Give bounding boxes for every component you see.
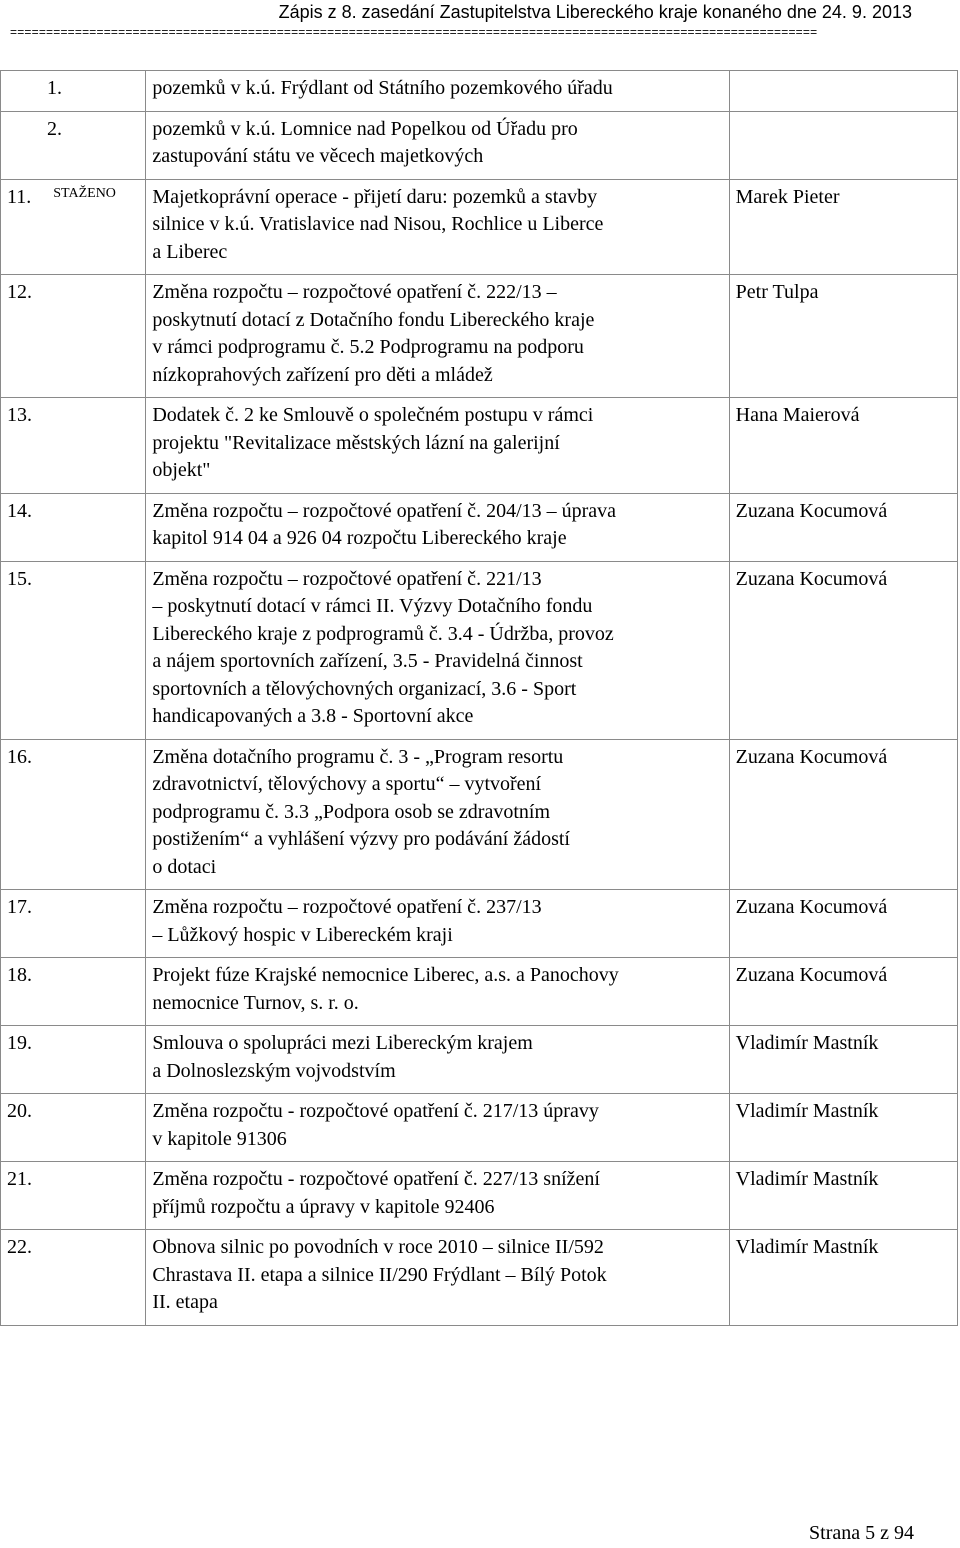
agenda-item-title — [146, 398, 729, 494]
agenda-item-title-line: Změna dotačního programu č. 3 - „Program resortu — [152, 745, 564, 768]
agenda-item-number: 2. — [47, 117, 62, 140]
agenda-item-title-line: Změna rozpočtu – rozpočtové opatření č. 222/13 – — [152, 281, 557, 303]
agenda-item-title-line: Změna rozpočtu - rozpočtové opatření č. 217/13 úpravy — [152, 1100, 599, 1122]
agenda-item-number: 20. — [7, 1100, 32, 1122]
agenda-item-presenter: Marek Pieter — [729, 179, 957, 275]
agenda-row — [1, 890, 958, 958]
agenda-item-title-line: kapitol 914 04 a 926 04 rozpočtu Libereckého kraje — [152, 527, 567, 549]
agenda-item-title-line: Chrastava II. etapa a silnice II/290 Frýdlant – Bílý Potok — [152, 1263, 607, 1286]
agenda-item-title-line: v kapitole 91306 — [152, 1127, 287, 1150]
agenda-item-title — [146, 1094, 729, 1162]
agenda-item-title — [146, 111, 729, 179]
agenda-item-number: 14. — [7, 499, 32, 522]
agenda-item-number: 11. — [7, 185, 32, 208]
agenda-item-presenter: Vladimír Mastník — [729, 1094, 957, 1162]
agenda-item-number-cell — [1, 890, 146, 958]
agenda-item-presenter: Hana Maierová — [729, 398, 957, 494]
agenda-item-presenter: Petr Tulpa — [729, 275, 957, 398]
agenda-item-title — [146, 71, 729, 112]
agenda-item-number: 21. — [7, 1168, 32, 1190]
agenda-item-title-line: pozemků v k.ú. Lomnice nad Popelkou od Úřadu pro — [152, 117, 578, 140]
agenda-item-presenter: Zuzana Kocumová — [729, 958, 957, 1026]
agenda-item-number: 17. — [7, 896, 32, 918]
agenda-item-title-line: poskytnutí dotací z Dotačního fondu Libereckého kraje — [152, 308, 595, 331]
header-separator: ================================================================================================================ — [10, 25, 818, 39]
agenda-item-title-line: Majetkoprávní operace - přijetí daru: pozemků a stavby — [152, 185, 598, 208]
agenda-item-title-line: a nájem sportovních zařízení, 3.5 - Pravidelná činnost — [152, 650, 583, 672]
agenda-item-title-line: nemocnice Turnov, s. r. o. — [152, 991, 359, 1014]
agenda-table-body — [1, 71, 958, 1326]
agenda-item-number: 12. — [7, 281, 32, 303]
agenda-item-presenter — [729, 71, 957, 112]
agenda-row — [1, 71, 958, 112]
agenda-item-number: 15. — [7, 567, 32, 590]
agenda-item-number: 16. — [7, 745, 32, 768]
agenda-item-title-line: Změna rozpočtu - rozpočtové opatření č. 227/13 snížení — [152, 1168, 600, 1190]
agenda-item-presenter: Vladimír Mastník — [729, 1162, 957, 1230]
agenda-item-title — [146, 275, 729, 398]
agenda-item-title-line: pozemků v k.ú. Frýdlant od Státního pozemkového úřadu — [152, 77, 613, 99]
agenda-item-number-cell — [1, 1162, 146, 1230]
agenda-row — [1, 179, 958, 275]
agenda-item-title — [146, 958, 729, 1026]
agenda-item-title-line: Změna rozpočtu – rozpočtové opatření č. 204/13 – úprava — [152, 499, 617, 522]
agenda-item-title — [146, 179, 729, 275]
agenda-item-number-cell — [1, 493, 146, 561]
agenda-item-title-line: – poskytnutí dotací v rámci II. Výzvy Dotačního fondu — [152, 595, 593, 617]
agenda-row — [1, 493, 958, 561]
agenda-item-title-line: zdravotnictví, tělovýchovy a sportu“ – vytvoření — [152, 773, 542, 795]
agenda-item-number-cell — [1, 1230, 146, 1326]
page-header-title: Zápis z 8. zasedání Zastupitelstva Libereckého kraje konaného dne 24. 9. 2013 — [278, 2, 912, 22]
agenda-item-presenter: Vladimír Mastník — [729, 1230, 957, 1326]
agenda-item-title-line: Dodatek č. 2 ke Smlouvě o společném postupu v rámci — [152, 404, 594, 426]
agenda-item-title-line: o dotaci — [152, 855, 217, 878]
agenda-row — [1, 1094, 958, 1162]
agenda-item-title-line: a Dolnoslezským vojvodstvím — [152, 1059, 396, 1082]
agenda-item-presenter: Vladimír Mastník — [729, 1026, 957, 1094]
agenda-item-title-line: Změna rozpočtu – rozpočtové opatření č. 221/13 — [152, 567, 542, 590]
agenda-item-title-line: Libereckého kraje z podprogramů č. 3.4 - Údržba, provoz — [152, 622, 614, 645]
agenda-row — [1, 398, 958, 494]
agenda-item-presenter: Zuzana Kocumová — [729, 561, 957, 739]
agenda-item-title — [146, 561, 729, 739]
agenda-item-title-line: Obnova silnic po povodních v roce 2010 – silnice II/592 — [152, 1236, 604, 1258]
agenda-row — [1, 1230, 958, 1326]
agenda-item-title — [146, 493, 729, 561]
agenda-item-presenter — [729, 111, 957, 179]
agenda-item-title-line: postižením“ a vyhlášení výzvy pro podávání žádostí — [152, 828, 570, 850]
agenda-table — [0, 70, 958, 1326]
agenda-item-number-cell — [1, 958, 146, 1026]
agenda-item-number-cell — [1, 71, 146, 112]
agenda-item-number-cell — [1, 561, 146, 739]
agenda-item-title-line: Změna rozpočtu – rozpočtové opatření č. 237/13 — [152, 896, 542, 918]
agenda-row — [1, 1026, 958, 1094]
agenda-item-title-line: sportovních a tělovýchovných organizací, 3.6 - Sport — [152, 677, 577, 700]
agenda-item-number-cell — [1, 1026, 146, 1094]
agenda-item-title — [146, 1026, 729, 1094]
agenda-item-number-cell — [1, 739, 146, 890]
agenda-item-number: 19. — [7, 1032, 32, 1054]
withdrawn-badge: STAŽENO — [53, 185, 116, 201]
agenda-item-number-cell — [1, 398, 146, 494]
agenda-item-presenter: Zuzana Kocumová — [729, 739, 957, 890]
agenda-item-title — [146, 890, 729, 958]
agenda-item-title-line: II. etapa — [152, 1291, 218, 1313]
agenda-item-title-line: příjmů rozpočtu a úpravy v kapitole 92406 — [152, 1195, 495, 1218]
agenda-item-title-line: Smlouva o spolupráci mezi Libereckým krajem — [152, 1032, 533, 1054]
agenda-row — [1, 561, 958, 739]
agenda-item-number: 13. — [7, 404, 32, 426]
agenda-row — [1, 1162, 958, 1230]
agenda-item-number: 22. — [7, 1236, 32, 1258]
agenda-item-presenter: Zuzana Kocumová — [729, 493, 957, 561]
agenda-item-number-cell — [1, 179, 146, 275]
agenda-item-title-line: handicapovaných a 3.8 - Sportovní akce — [152, 705, 474, 727]
agenda-item-number: 1. — [47, 77, 62, 99]
agenda-row — [1, 739, 958, 890]
agenda-item-number-cell — [1, 111, 146, 179]
agenda-item-title — [146, 1230, 729, 1326]
page-number: Strana 5 z 94 — [809, 1522, 914, 1544]
agenda-item-title-line: silnice v k.ú. Vratislavice nad Nisou, Rochlice u Liberce — [152, 213, 604, 235]
agenda-row — [1, 958, 958, 1026]
agenda-row — [1, 111, 958, 179]
agenda-item-title-line: projektu "Revitalizace městských lázní na galerijní — [152, 431, 560, 454]
agenda-item-number: 18. — [7, 964, 32, 986]
agenda-item-number-cell — [1, 275, 146, 398]
agenda-item-title-line: zastupování státu ve věcech majetkových — [152, 145, 484, 167]
agenda-item-title-line: a Liberec — [152, 240, 228, 263]
agenda-item-title-line: v rámci podprogramu č. 5.2 Podprogramu na podporu — [152, 336, 584, 358]
agenda-item-number-cell — [1, 1094, 146, 1162]
agenda-item-title — [146, 1162, 729, 1230]
agenda-item-title — [146, 739, 729, 890]
agenda-item-presenter: Zuzana Kocumová — [729, 890, 957, 958]
agenda-item-title-line: objekt" — [152, 459, 211, 481]
agenda-item-title-line: – Lůžkový hospic v Libereckém kraji — [152, 923, 453, 946]
agenda-item-title-line: Projekt fúze Krajské nemocnice Liberec, a.s. a Panochovy — [152, 964, 619, 986]
agenda-row — [1, 275, 958, 398]
agenda-item-title-line: podprogramu č. 3.3 „Podpora osob se zdravotním — [152, 800, 551, 823]
agenda-item-title-line: nízkoprahových zařízení pro děti a mládež — [152, 363, 493, 386]
